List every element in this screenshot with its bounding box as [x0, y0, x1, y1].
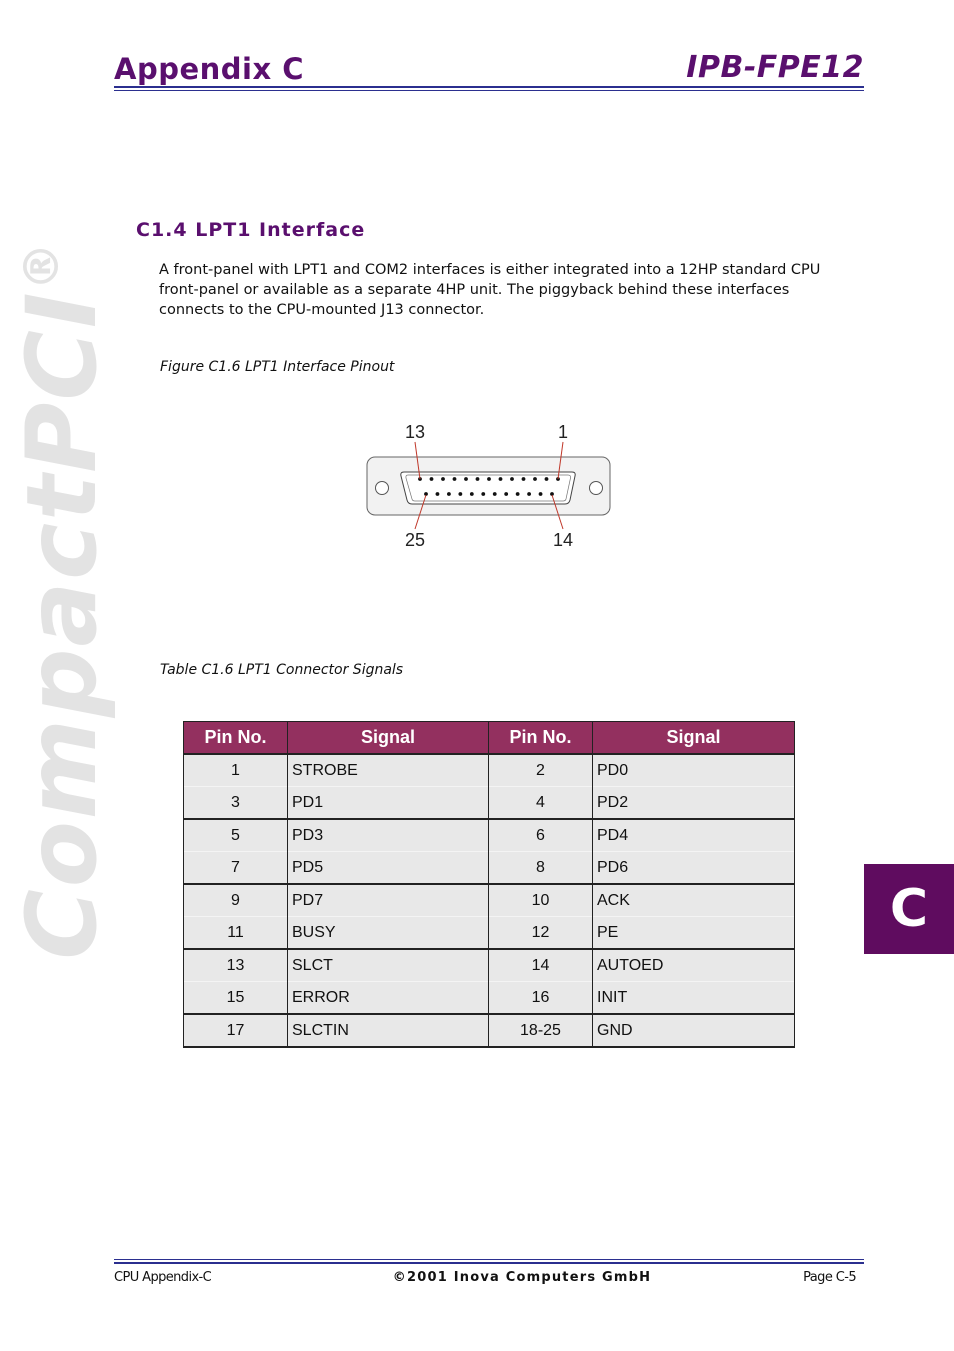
header-signal-1: Signal: [288, 722, 489, 755]
signal-cell: SLCTIN: [288, 1014, 489, 1047]
connector-pin: [447, 492, 451, 496]
connector-pin: [527, 492, 531, 496]
pin-cell: 13: [184, 949, 288, 982]
table-row: [184, 852, 795, 885]
header-signal-2: Signal: [593, 722, 795, 755]
figure-caption: Figure C1.6 LPT1 Interface Pinout: [160, 359, 395, 375]
footer-rule-thin: [114, 1259, 864, 1260]
watermark-registered-mark: ®: [14, 240, 70, 291]
connector-pin: [539, 492, 543, 496]
footer-copyright: ©2001 Inova Computers GmbH: [392, 1270, 652, 1285]
signal-cell: BUSY: [288, 917, 489, 950]
pin-cell: 5: [184, 819, 288, 852]
table-row: [184, 982, 795, 1015]
connector-pin: [441, 477, 445, 481]
signal-cell: PE: [593, 917, 795, 950]
signal-cell: PD0: [593, 754, 795, 787]
signal-cell: GND: [593, 1014, 795, 1047]
pin-label-1: 1: [557, 422, 569, 442]
footer-page-number: Page C-5: [803, 1270, 856, 1285]
pin-label-13: 13: [404, 422, 426, 442]
connector-pin: [487, 477, 491, 481]
pin-cell: 4: [489, 787, 593, 820]
pin-cell: 9: [184, 884, 288, 917]
connector-pin: [476, 477, 480, 481]
pin-cell: 7: [184, 852, 288, 885]
header-rule-thin: [114, 90, 864, 91]
connector-pin: [464, 477, 468, 481]
pin-cell: 10: [489, 884, 593, 917]
signal-cell: PD1: [288, 787, 489, 820]
footer-rule-thick: [114, 1262, 864, 1264]
section-title: C1.4 LPT1 Interface: [136, 219, 366, 241]
table-header-row: [184, 722, 795, 755]
pin-cell: 6: [489, 819, 593, 852]
header-title-right: IPB-FPE12: [686, 50, 864, 85]
header-title-left: Appendix C: [114, 52, 305, 86]
pin-cell: 12: [489, 917, 593, 950]
connector-pin: [504, 492, 508, 496]
footer-left: CPU Appendix-C: [114, 1270, 212, 1285]
mounting-hole-right: [590, 482, 603, 495]
signal-cell: ACK: [593, 884, 795, 917]
signal-cell: ERROR: [288, 982, 489, 1015]
table-row: [184, 754, 795, 787]
pin-cell: 14: [489, 949, 593, 982]
header-pin-no-2: Pin No.: [489, 722, 593, 755]
connector-pin: [499, 477, 503, 481]
connector-pin: [545, 477, 549, 481]
table-row: [184, 884, 795, 917]
signal-cell: PD5: [288, 852, 489, 885]
signal-cell: STROBE: [288, 754, 489, 787]
pin-cell: 2: [489, 754, 593, 787]
pin-cell: 11: [184, 917, 288, 950]
table-caption: Table C1.6 LPT1 Connector Signals: [160, 662, 404, 678]
signal-cell: PD4: [593, 819, 795, 852]
connector-pin: [533, 477, 537, 481]
table-row: [184, 819, 795, 852]
pin-label-14: 14: [552, 530, 574, 550]
signal-cell: SLCT: [288, 949, 489, 982]
pin-cell: 17: [184, 1014, 288, 1047]
appendix-side-tab: C: [864, 864, 954, 954]
header-pin-no-1: Pin No.: [184, 722, 288, 755]
lpt1-signals-table: [183, 721, 795, 1048]
table-row: [184, 1014, 795, 1047]
pin-cell: 16: [489, 982, 593, 1015]
lpt1-connector-diagram: [360, 415, 620, 555]
connector-d-sub-outer: [401, 472, 575, 504]
mounting-hole-left: [376, 482, 389, 495]
watermark: [6, 240, 118, 959]
connector-pin: [510, 477, 514, 481]
connector-pin: [430, 477, 434, 481]
connector-pin: [436, 492, 440, 496]
connector-pin: [516, 492, 520, 496]
pin-cell: 15: [184, 982, 288, 1015]
connector-pin: [458, 492, 462, 496]
connector-pin: [522, 477, 526, 481]
table-row: [184, 787, 795, 820]
connector-pin: [453, 477, 457, 481]
section-paragraph: A front-panel with LPT1 and COM2 interfaces is either integrated into a 12HP standard CPU front-panel or available as a separate 4HP unit. The piggyback behind these interfaces connects to the CPU-mounted J13 connector.: [159, 262, 821, 318]
connector-pin: [493, 492, 497, 496]
table-row: [184, 917, 795, 950]
pin-cell: 8: [489, 852, 593, 885]
watermark-text: CompactPCI: [6, 290, 118, 960]
signal-cell: PD3: [288, 819, 489, 852]
header-rule-thick: [114, 86, 864, 88]
signal-cell: AUTOED: [593, 949, 795, 982]
pin-cell: 3: [184, 787, 288, 820]
pin-label-25: 25: [404, 530, 426, 550]
signal-cell: PD7: [288, 884, 489, 917]
signal-cell: INIT: [593, 982, 795, 1015]
pin-cell: 1: [184, 754, 288, 787]
pin-cell: 18-25: [489, 1014, 593, 1047]
connector-pin: [470, 492, 474, 496]
signal-cell: PD2: [593, 787, 795, 820]
signal-cell: PD6: [593, 852, 795, 885]
table-row: [184, 949, 795, 982]
connector-pin: [481, 492, 485, 496]
